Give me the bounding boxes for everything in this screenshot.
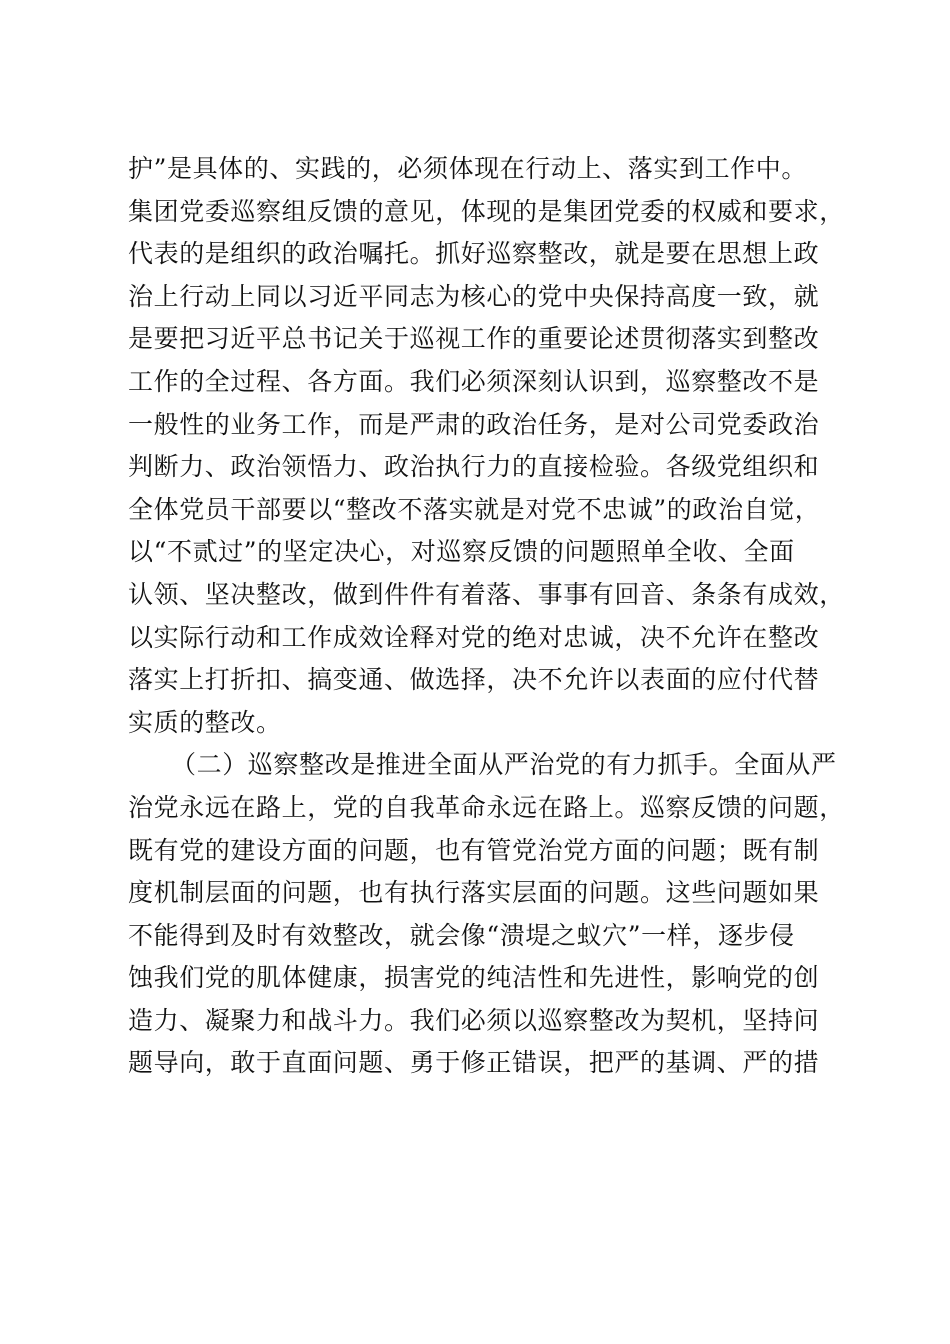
text-line: 治党永远在路上，党的自我革命永远在路上。巡察反馈的问题， <box>128 792 845 822</box>
text-line: 蚀我们党的肌体健康，损害党的纯洁性和先进性，影响党的创 <box>128 963 820 993</box>
section-heading-line: （二）巡察整改是推进全面从严治党的有力抓手。全面从严 <box>171 750 837 780</box>
text-line: 不能得到及时有效整改，就会像“溃堤之蚁穴”一样，逐步侵 <box>128 920 795 950</box>
text-line: 判断力、政治领悟力、政治执行力的直接检验。各级党组织和 <box>128 452 820 482</box>
text-line: 代表的是组织的政治嘱托。抓好巡察整改，就是要在思想上政 <box>128 239 820 269</box>
text-line: 认领、坚决整改，做到件件有着落、事事有回音、条条有成效， <box>128 579 845 609</box>
text-line: 一般性的业务工作，而是严肃的政治任务，是对公司党委政治 <box>128 409 820 439</box>
text-line: 以“不贰过”的坚定决心，对巡察反馈的问题照单全收、全面 <box>128 537 795 567</box>
text-line: 实质的整改。 <box>128 707 282 737</box>
text-line: 落实上打折扣、搞变通、做选择，决不允许以表面的应付代替 <box>128 665 820 695</box>
text-line: 题导向，敢于直面问题、勇于修正错误，把严的基调、严的措 <box>128 1048 820 1078</box>
text-line: 既有党的建设方面的问题，也有管党治党方面的问题；既有制 <box>128 835 820 865</box>
text-line: 工作的全过程、各方面。我们必须深刻认识到，巡察整改不是 <box>128 366 820 396</box>
text-line: 治上行动上同以习近平同志为核心的党中央保持高度一致，就 <box>128 281 820 311</box>
text-line: 集团党委巡察组反馈的意见，体现的是集团党委的权威和要求， <box>128 196 845 226</box>
text-line: 全体党员干部要以“整改不落实就是对党不忠诚”的政治自觉， <box>128 494 821 524</box>
text-line: 度机制层面的问题，也有执行落实层面的问题。这些问题如果 <box>128 878 820 908</box>
text-line: 造力、凝聚力和战斗力。我们必须以巡察整改为契机，坚持问 <box>128 1005 820 1035</box>
text-line: 以实际行动和工作成效诠释对党的绝对忠诚，决不允许在整改 <box>128 622 820 652</box>
text-line: 是要把习近平总书记关于巡视工作的重要论述贯彻落实到整改 <box>128 324 820 354</box>
body-text <box>128 148 845 1085</box>
text-line: 护”是具体的、实践的，必须体现在行动上、落实到工作中。 <box>128 154 807 183</box>
